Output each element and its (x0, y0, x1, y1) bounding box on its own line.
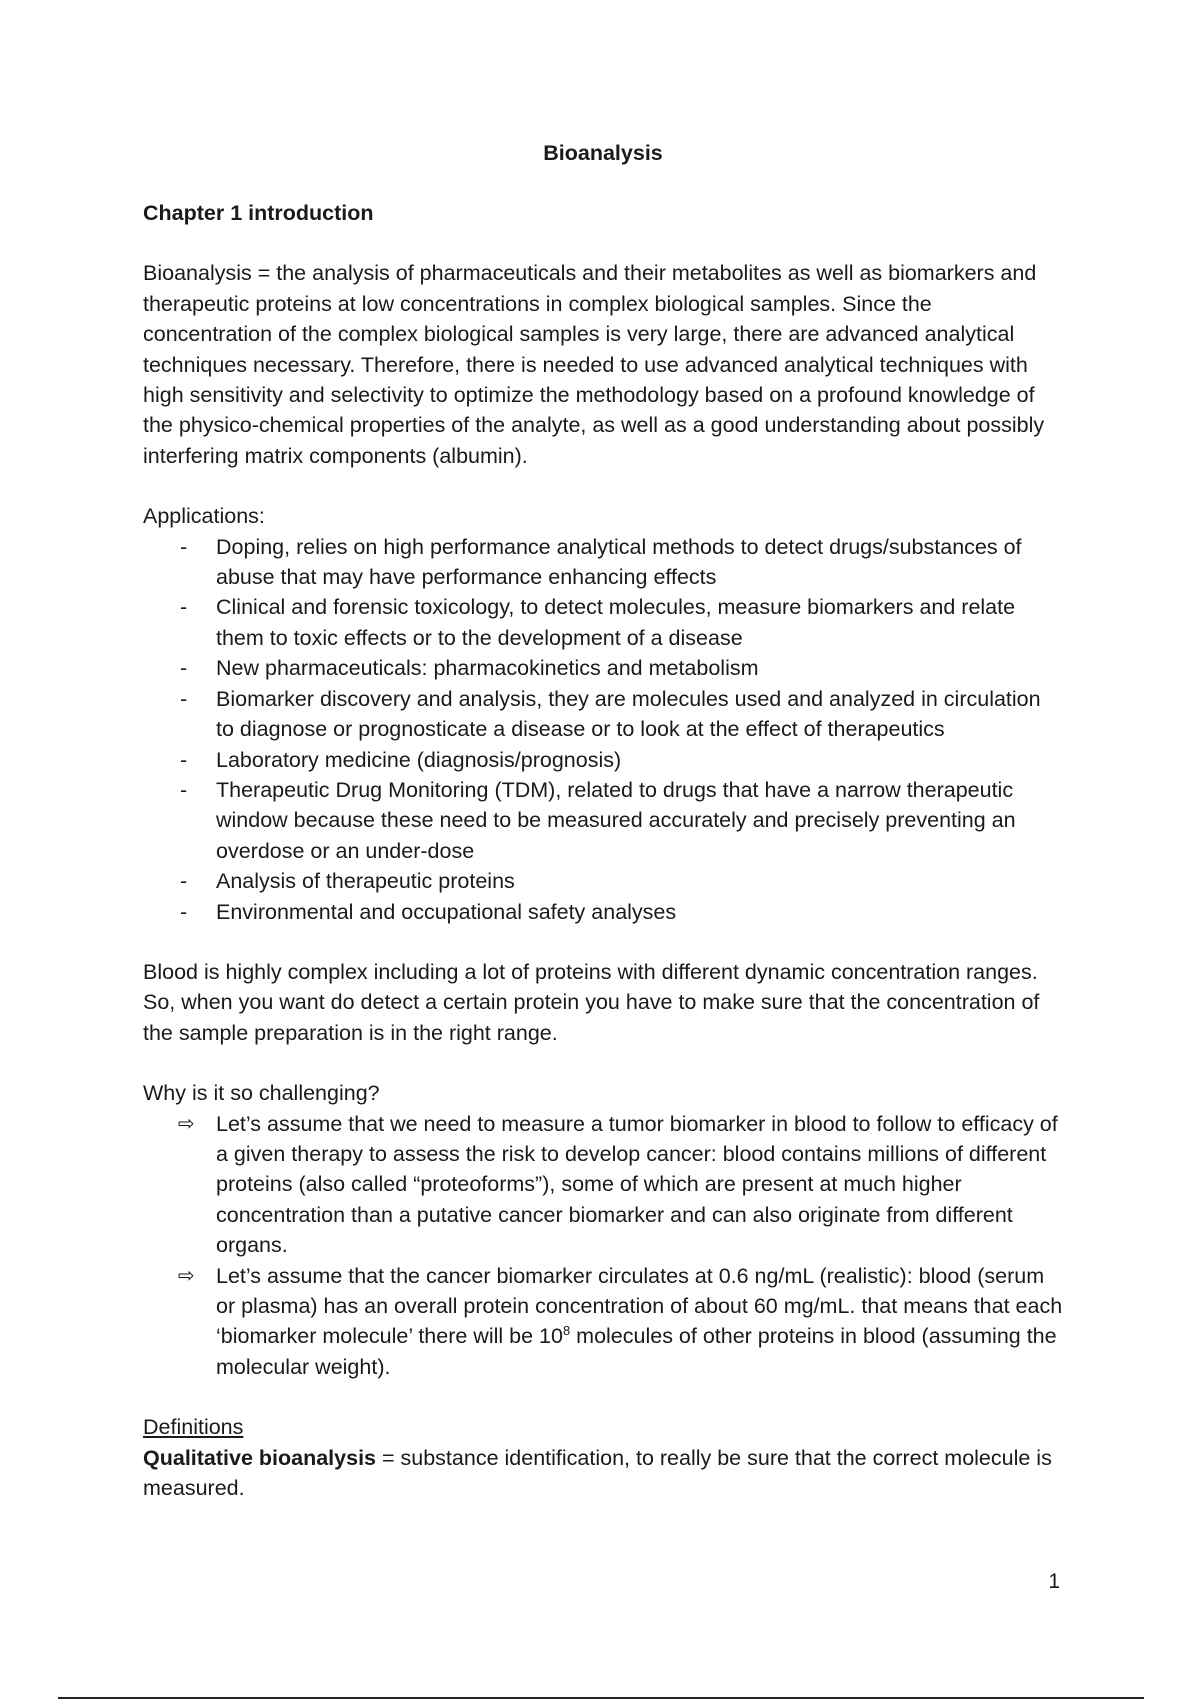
list-item-text: Doping, relies on high performance analytical methods to detect drugs/substances of abuse that may have performance enhancing effects (216, 534, 1022, 590)
definitions-heading: Definitions (143, 1415, 244, 1440)
list-item-text: Clinical and forensic toxicology, to detect molecules, measure biomarkers and relate them to toxic effects or to the development of a disease (216, 595, 1016, 650)
list-item-text: Analysis of therapeutic proteins (216, 869, 515, 894)
list-item (143, 866, 1063, 896)
list-item (143, 1109, 1063, 1261)
list-item-text: New pharmaceuticals: pharmacokinetics and metabolism (216, 656, 759, 681)
arrow-right-icon: ⇨ (178, 1264, 195, 1287)
list-item (143, 532, 1063, 593)
list-item (143, 653, 1063, 683)
blood-paragraph: Blood is highly complex including a lot of proteins with different dynamic concentration ranges. So, when you want do detect a certain protein you have to make sure that the concentration of the sample preparation is in the right range. (143, 959, 1040, 1045)
list-item (143, 592, 1063, 653)
exponent: 8 (562, 1323, 571, 1339)
list-item-text: Let’s assume that we need to measure a tumor biomarker in blood to follow to efficacy of a given therapy to assess the risk to develop cancer: blood contains millions of different proteins (also called “proteoforms”), some of which are present at much higher concentration than a putative cancer biomarker and can also originate from different organs. (216, 1111, 1058, 1258)
list-item-text: Therapeutic Drug Monitoring (TDM), related to drugs that have a narrow therapeutic window because these need to be measured accurately and precisely preventing an overdose or an under-dose (216, 777, 1016, 863)
challenge-text-part: Let’s assume that the cancer biomarker circulates at 0.6 ng/mL (realistic): blood (serum or plasma) has an overall protein concentration of about 60 mg/mL. that means that each ‘biomarker molecule’ there will be 10 (216, 1263, 1063, 1349)
challenge-list (143, 1109, 1063, 1383)
dash-marker: - (180, 534, 188, 559)
challenge-heading: Why is it so challenging? (143, 1081, 380, 1106)
dash-marker: - (180, 656, 188, 681)
dash-marker: - (180, 686, 188, 711)
list-item (143, 1261, 1063, 1383)
dash-marker: - (180, 777, 188, 802)
dash-marker: - (180, 869, 188, 894)
chapter-heading: Chapter 1 introduction (143, 201, 374, 225)
list-item-text: Biomarker discovery and analysis, they are molecules used and analyzed in circulation to diagnose or prognosticate a disease or to look at the effect of therapeutics (216, 686, 1041, 742)
arrow-right-icon: ⇨ (178, 1112, 195, 1135)
list-item (143, 775, 1063, 866)
list-item-text (216, 1264, 1062, 1379)
applications-heading: Applications: (143, 504, 265, 529)
page-content (143, 138, 1063, 1503)
dash-marker: - (180, 595, 188, 620)
intro-paragraph: Bioanalysis = the analysis of pharmaceuticals and their metabolites as well as biomarkers and therapeutic proteins at low concentrations in complex biological samples. Since the concentration of the complex biological samples is very large, there are advanced analytical techniques necessary. Therefore, there is needed to use advanced analytical techniques with high sensitivity and selectivity to optimize the methodology based on a profound knowledge of the physico-chemical properties of the analyte, as well as a good understanding about possibly interfering matrix components (albumin). (143, 261, 1045, 468)
list-item (143, 897, 1063, 927)
list-item (143, 684, 1063, 745)
dash-marker: - (180, 899, 188, 924)
page-number: 1 (1048, 1570, 1060, 1593)
document-title: Bioanalysis (543, 141, 663, 165)
list-item-text: Environmental and occupational safety analyses (216, 899, 677, 924)
challenge-text-part: molecules of other proteins in blood (assuming the molecular weight). (216, 1324, 1057, 1379)
dash-marker: - (180, 747, 188, 772)
definition-text: = substance identification, to really be sure that the correct molecule is measured. (143, 1445, 1052, 1501)
applications-list (143, 532, 1063, 927)
definition-paragraph (143, 1443, 1063, 1504)
list-item (143, 745, 1063, 775)
list-item-text: Laboratory medicine (diagnosis/prognosis) (216, 747, 622, 772)
footer-divider (58, 1697, 1144, 1699)
definition-term: Qualitative bioanalysis (143, 1445, 377, 1470)
